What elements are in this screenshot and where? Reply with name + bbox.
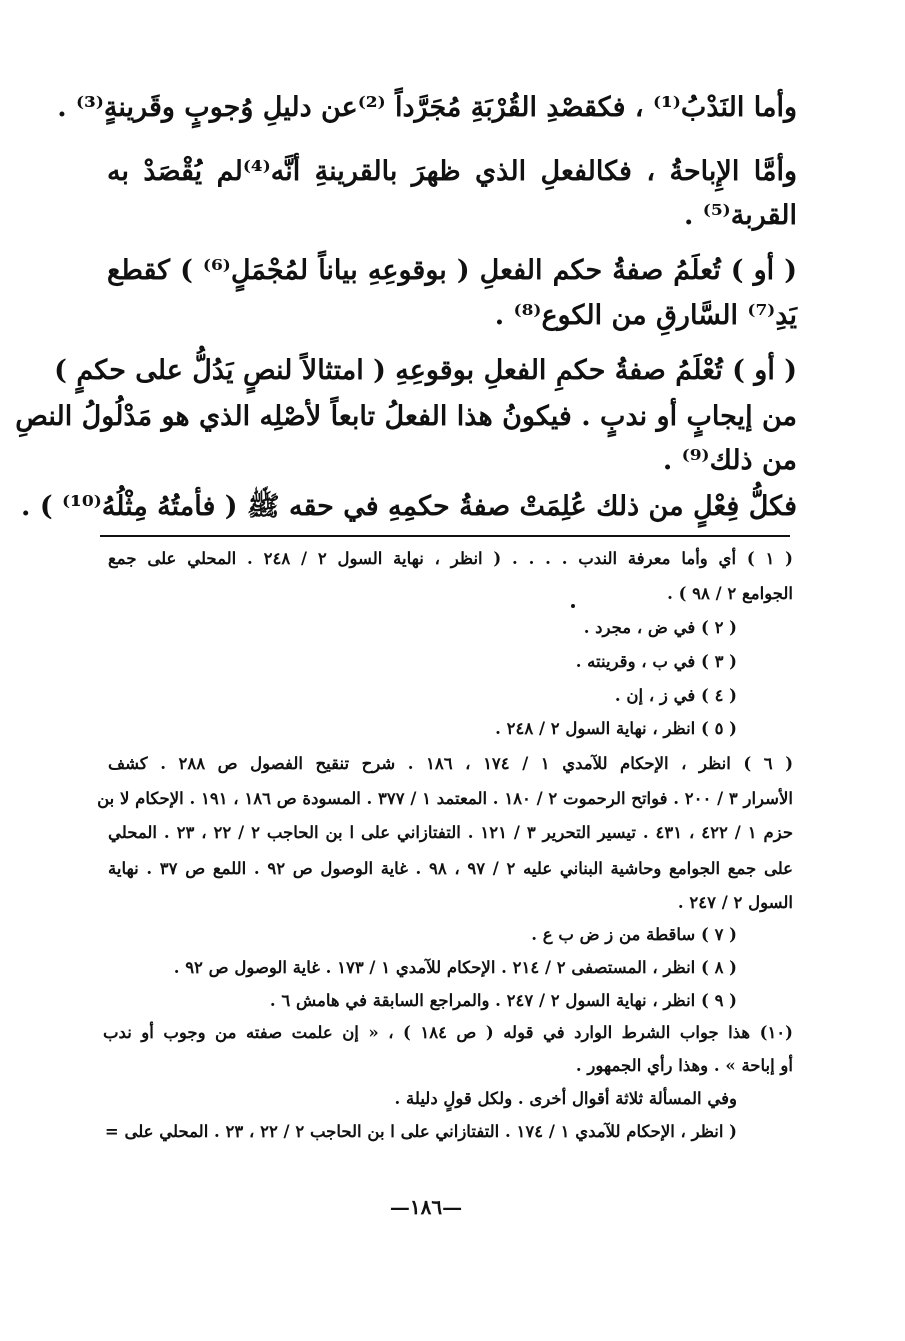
body-line-2: وأمَّا الإِباحةُ ، فكالفعلِ الذي ظهرَ بالقرينةِ أنَّه⁽⁴⁾لم يُقْصَدْ به [107,156,797,187]
footnote-line-16: أو إباحة » . وهذا رأي الجمهور . [575,1056,793,1075]
footnote-line-1: ( ١ ) أي وأما معرفة الندب . . . . ( انظر ، نهاية السول ٢ / ٢٤٨ . المحلي على جمع [108,549,793,568]
footnote-line-11: السول ٢ / ٢٤٧ . [677,893,793,912]
footnote-line-10: على جمع الجوامع وحاشية البناني عليه ٢ / ٩٧ ، ٩٨ . غاية الوصول ص ٩٢ . اللمع ص ٣٧ . نهاية [108,859,793,878]
body-line-5: يَدِ⁽⁷⁾ السَّارقِ من الكوع⁽⁸⁾ . [494,300,797,331]
footnote-line-6: ( ٥ ) انظر ، نهاية السول ٢ / ٢٤٨ . [495,719,737,738]
footnote-line-14: ( ٩ ) انظر ، نهاية السول ٢ / ٢٤٧ . والمراجع السابقة في هامش ٦ . [269,991,737,1010]
footnote-line-17: وفي المسألة ثلاثة أقوال أخرى . ولكل قولٍ دليلة . [394,1089,737,1108]
footnote-line-3: ( ٢ ) في ض ، مجرد . [583,618,737,637]
footnote-divider [100,535,790,537]
footnote-line-7: ( ٦ ) انظر ، الإحكام للآمدي ١ / ١٧٤ ، ١٨٦ . شرح تنقيح الفصول ص ٢٨٨ . كشف [108,754,794,773]
footnote-line-2: الجوامع ٢ / ٩٨ ) . [667,584,793,603]
stray-dot [571,604,575,608]
footnote-line-12: ( ٧ ) ساقطة من ز ض ب ع . [531,925,737,944]
body-line-3: القربة⁽⁵⁾ . [684,200,797,231]
body-line-4: ( أو ) تُعلَمُ صفةُ حكم الفعلِ ( بوقوعِهِ بياناً لمُجْمَلٍ⁽⁶⁾ ) كقطع [107,255,797,286]
footnote-line-18: ( انظر ، الإحكام للآمدي ١ / ١٧٤ . التفتازاني على ا بن الحاجب ٢ / ٢٢ ، ٢٣ . المحلي على = [104,1122,737,1141]
footnote-line-8: الأسرار ٣ / ٢٠٠ . فواتح الرحموت ٢ / ١٨٠ . المعتمد ١ / ٣٧٧ . المسودة ص ١٨٦ ، ١٩١ . الإحكام لا بن [97,789,793,808]
footnote-line-13: ( ٨ ) انظر ، المستصفى ٢ / ٢١٤ . الإحكام للآمدي ١ / ١٧٣ . غاية الوصول ص ٩٢ . [173,958,737,977]
footnote-line-15: (١٠) هذا جواب الشرط الوارد في قوله ( ص ١٨٤ ) ، « إن علمت صفته من وجوب أو ندب [103,1023,793,1042]
body-line-7: من إيجابٍ أو ندبٍ . فيكونُ هذا الفعلُ تابعاً لأصْلِه الذي هو مَدْلُولُ النصِ [15,401,797,432]
body-line-1: وأما النَدْبُ⁽¹⁾ ، فكقصْدِ القُرْبَةِ مُجَرَّداً ⁽²⁾عن دليلِ وُجوبٍ وقَرينةٍ⁽³⁾ . [57,92,797,123]
footnote-line-4: ( ٣ ) في ب ، وقرينته . [575,652,737,671]
footnote-line-9: حزم ١ / ٤٢٢ ، ٤٣١ . تيسير التحرير ٣ / ١٢١ . التفتازاني على ا بن الحاجب ٢ / ٢٢ ، ٢٣ . المحلي [108,823,794,842]
footnote-line-5: ( ٤ ) في ز ، إن . [614,686,737,705]
body-line-8: من ذلك⁽⁹⁾ . [662,445,797,476]
body-line-6: ( أو ) تُعْلَمُ صفةُ حكمِ الفعلِ بوقوعِهِ ( امتثالاً لنصٍ يَدُلُّ على حكمٍ ) [54,355,797,386]
page-number: —١٨٦— [389,1195,463,1219]
body-line-9: فكلُّ فِعْلٍ من ذلك عُلِمَتْ صفةُ حكمِهِ في حقه ﷺ ( فأمتُهُ مِثْلُهُ⁽¹⁰⁾ ) . [21,491,797,522]
